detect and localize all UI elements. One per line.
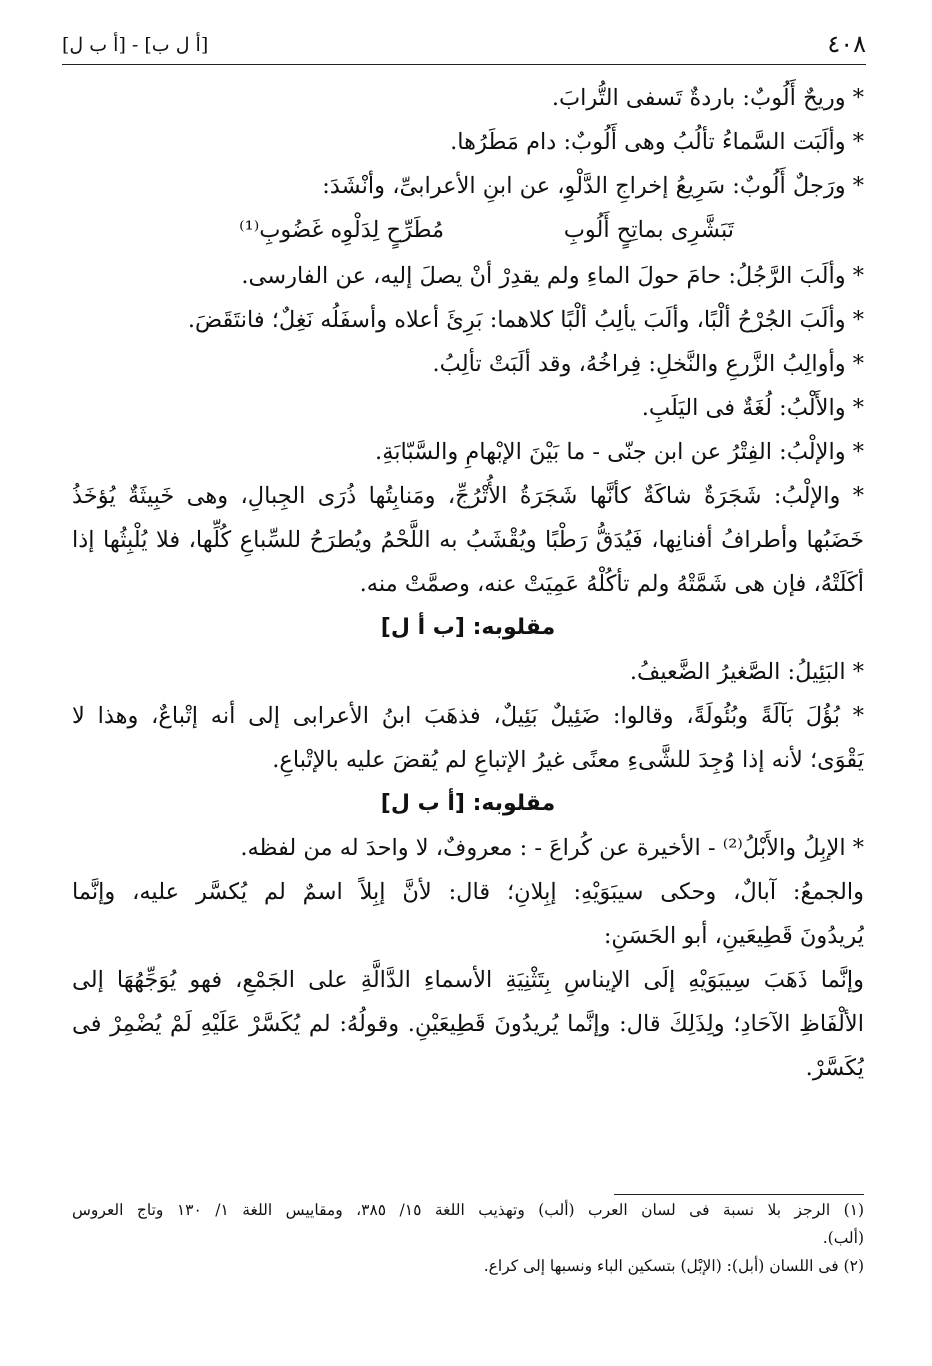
text-line: * البَئِيلُ: الصَّغيرُ الضَّعيفُ.	[629, 659, 864, 685]
text-line: * وألَبَ الرَّجُلُ: حامَ حولَ الماءِ ولم يقدِرْ أنْ يصلَ إليه، عن الفارسى.	[241, 263, 864, 289]
text-line: * وأوالِبُ الزَّرعِ والنَّخلِ: فِراخُهُ، وقد ألَبَتْ تألِبُ.	[432, 351, 864, 377]
verse-hemistich-first: تَبَشَّرِى بماتِحٍ أَلُوبِ	[563, 217, 734, 243]
text-line: * وريحٌ أَلُوبٌ: باردةٌ تَسفى التُّرابَ.	[551, 85, 864, 111]
text-line: يَقْوَى؛ لأنه إذا وُجِدَ للشَّىءِ معنًى غيرُ الإتباعِ لم يُقضَ عليه بالإتْباعِ.	[272, 747, 864, 773]
footnote-1: (١) الرجز بلا نسبة فى لسان العرب (ألب) وتهذيب اللغة ١٥/ ٣٨٥، ومقاييس اللغة ١/ ١٣٠ وتاج العروس	[72, 1201, 864, 1219]
text-line: والجمعُ: آبالٌ، وحكى سيبَوَيْهِ: إبِلانِ؛ قال: لأنَّ إبِلاً اسمٌ لم يُكسَّر عليه، وإنَّما	[72, 879, 864, 905]
text-line: * وألَبَ الجُرْحُ ألْبًا، وألَبَ يألِبُ ألْبًا كلاهما: بَرِئَ أعلاه وأسفَلُه نَغِلٌ؛ فانتَقَضَ.	[187, 307, 864, 333]
page-header	[62, 30, 866, 65]
text-line: يُريدُونَ قَطِيعَينِ، أبو الحَسَنِ:	[603, 923, 864, 949]
footnotes	[72, 1196, 864, 1280]
text-line: * وألَبَت السَّماءُ تألُبُ وهى أَلُوبٌ: دام مَطَرُها.	[450, 129, 864, 155]
text-line: * ورَجلٌ أَلُوبٌ: سَرِيعُ إخراجِ الدَّلْوِ، عن ابنِ الأعرابىِّ، وأنْشَدَ:	[322, 173, 864, 199]
main-text	[72, 76, 864, 1090]
text-line: * بُؤُلَ بَآلَةً وبُئُولَةً، وقالوا: ضَئِيلٌ بَئِيلٌ، فذهَبَ ابنُ الأعرابى إلى أنه إتْباعٌ، وهذا لا	[72, 703, 864, 729]
footnote-2: (٢) فى اللسان (أبل): (الإبْل) بتسكين الباء ونسبها إلى كراع.	[483, 1257, 864, 1275]
footnote-1-continued: (ألب).	[822, 1229, 864, 1247]
text-line: خَضَبُها وأطرافُ أفنانِها، فَيُدَقُّ رَطْبًا ويُقْشَبُ به اللَّحْمُ ويُطرَحُ للسِّباعِ كُلِّها، فلا يُلْبِثُها إذا	[72, 527, 864, 553]
quote-line: وإنَّما ذَهَبَ سِيبَوَيْهِ إلَى الإيناسِ بِتَثْنِيَةِ الأسماءِ الدَّالَّةِ على الجَمْعِ، فهو يُوَجِّهُهَا إلى	[72, 967, 864, 993]
section-heading: مقلوبه: [ب أ ل]	[380, 615, 556, 640]
text-line: * الإبِلُ والأَبْلُ⁽²⁾ - الأخيرة عن كُراعَ - : معروفٌ، لا واحدَ له من لفظه.	[240, 835, 864, 861]
verse-line	[72, 208, 864, 254]
section-heading: مقلوبه: [أ ب ل]	[380, 791, 556, 816]
page-number: ٤٠٨	[827, 30, 866, 58]
quote-line: يُكَسَّرْ.	[805, 1055, 864, 1081]
running-title: [أ ل ب] - [أ ب ل]	[62, 34, 209, 56]
footnote-rule	[614, 1194, 864, 1195]
text-line: * والأَلْبُ: لُغَةٌ فى اليَلَبِ.	[641, 395, 864, 421]
verse-hemistich-second: مُطَرِّحٍ لِدَلْوِه غَضُوبِ⁽¹⁾	[239, 217, 444, 243]
text-line: * والإلْبُ: الفِتْرُ عن ابن جنّى - ما بَيْنَ الإبْهامِ والسَّبّابَةِ.	[375, 439, 864, 465]
text-line: أكَلَتْهُ، فإن هى شَمَّتْهُ ولم تأكُلْهُ عَمِيَتْ عنه، وصمَّتْ منه.	[359, 571, 864, 597]
quote-line: الألْفَاظِ الآحَادِ؛ ولِذَلِكَ قال: وإنَّما يُريدُونَ قَطِيعَيْنِ. وقولُهُ: لم يُكَسَّرْ عَلَيْهِ لَمْ يُضْمِرْ فى	[72, 1011, 864, 1037]
text-line: * والإلْبُ: شَجَرَةٌ شاكَةٌ كأنَّها شَجَرَةُ الأُتْرُجِّ، ومَنابِتُها ذُرَى الجِبالِ، وهى خَبِيثَةٌ يُؤخَذُ	[72, 483, 864, 509]
